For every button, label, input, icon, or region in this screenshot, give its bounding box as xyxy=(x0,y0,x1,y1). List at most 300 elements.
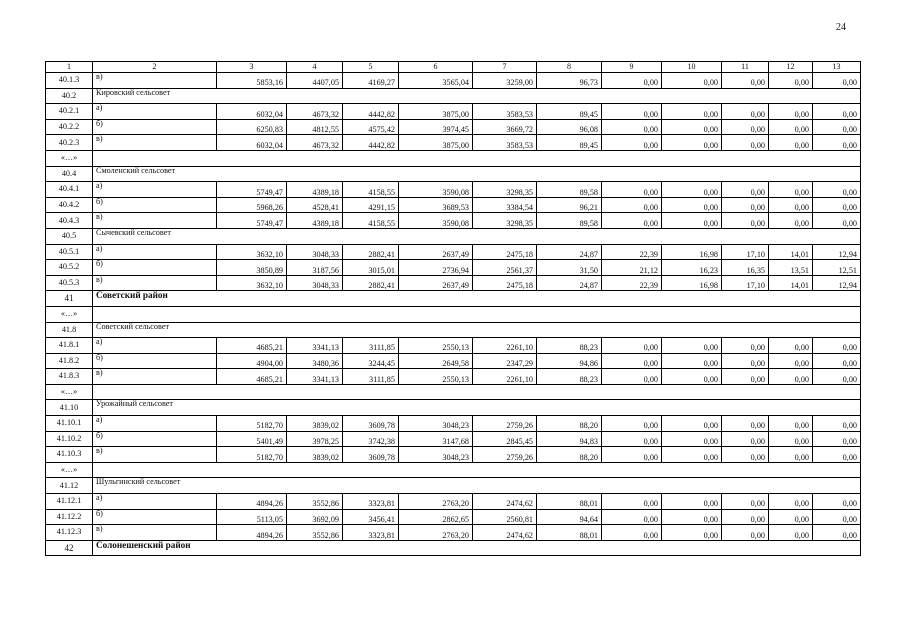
value-cell: 22,39 xyxy=(602,275,662,291)
column-header: 10 xyxy=(662,62,722,73)
value-cell: 4894,26 xyxy=(217,525,287,541)
value-cell: 2561,37 xyxy=(473,260,537,276)
value-cell: 12,94 xyxy=(813,275,861,291)
row-code: 41.12.2 xyxy=(46,509,93,525)
district-row xyxy=(46,291,861,307)
row-label: а) xyxy=(93,182,217,198)
value-cell: 5968,26 xyxy=(217,197,287,213)
row-code: 40.2.3 xyxy=(46,135,93,151)
value-cell: 0,00 xyxy=(602,369,662,385)
value-cell: 0,00 xyxy=(769,431,813,447)
value-cell: 3323,81 xyxy=(343,525,399,541)
value-cell: 4904,00 xyxy=(217,353,287,369)
table-row xyxy=(46,369,861,385)
value-cell: 3609,78 xyxy=(343,416,399,432)
table-row xyxy=(46,353,861,369)
section-name: Урожайный сельсовет xyxy=(93,400,861,416)
value-cell: 3244,45 xyxy=(343,353,399,369)
value-cell: 2475,18 xyxy=(473,244,537,260)
value-cell: 2637,49 xyxy=(399,244,473,260)
table-row xyxy=(46,197,861,213)
row-label: в) xyxy=(93,73,217,89)
section-name: Кировский сельсовет xyxy=(93,88,861,104)
row-label: в) xyxy=(93,275,217,291)
ellipsis-row xyxy=(46,462,861,478)
value-cell: 4528,41 xyxy=(287,197,343,213)
value-cell: 3480,36 xyxy=(287,353,343,369)
value-cell: 0,00 xyxy=(662,104,722,120)
value-cell: 3341,13 xyxy=(287,338,343,354)
value-cell: 2882,41 xyxy=(343,275,399,291)
value-cell: 3187,56 xyxy=(287,260,343,276)
value-cell: 0,00 xyxy=(722,182,769,198)
table-row xyxy=(46,509,861,525)
value-cell: 5749,47 xyxy=(217,182,287,198)
district-name: Солонешенский район xyxy=(93,540,861,556)
row-label: в) xyxy=(93,369,217,385)
value-cell: 0,00 xyxy=(602,431,662,447)
column-header: 4 xyxy=(287,62,343,73)
value-cell: 0,00 xyxy=(722,135,769,151)
value-cell: 3323,81 xyxy=(343,494,399,510)
value-cell: 0,00 xyxy=(722,431,769,447)
row-code: 40.4.3 xyxy=(46,213,93,229)
section-name: Шульгинский сельсовет xyxy=(93,478,861,494)
value-cell: 5182,70 xyxy=(217,447,287,463)
value-cell: 3875,00 xyxy=(399,135,473,151)
row-code: 41.10.2 xyxy=(46,431,93,447)
value-cell: 4291,15 xyxy=(343,197,399,213)
district-row xyxy=(46,540,861,556)
value-cell: 0,00 xyxy=(602,104,662,120)
section-row xyxy=(46,400,861,416)
value-cell: 3111,85 xyxy=(343,338,399,354)
value-cell: 0,00 xyxy=(662,416,722,432)
column-header: 6 xyxy=(399,62,473,73)
value-cell: 3298,35 xyxy=(473,182,537,198)
value-cell: 3048,23 xyxy=(399,416,473,432)
value-cell: 0,00 xyxy=(813,119,861,135)
value-cell: 2736,94 xyxy=(399,260,473,276)
value-cell: 0,00 xyxy=(769,494,813,510)
value-cell: 0,00 xyxy=(662,135,722,151)
value-cell: 0,00 xyxy=(722,197,769,213)
value-cell: 0,00 xyxy=(813,213,861,229)
value-cell: 4169,27 xyxy=(343,73,399,89)
empty-cell xyxy=(93,462,861,478)
value-cell: 0,00 xyxy=(813,494,861,510)
value-cell: 88,23 xyxy=(537,369,602,385)
value-cell: 0,00 xyxy=(813,135,861,151)
row-code: 40.4.1 xyxy=(46,182,93,198)
column-header: 7 xyxy=(473,62,537,73)
value-cell: 3048,23 xyxy=(399,447,473,463)
row-code: 41.10 xyxy=(46,400,93,416)
value-cell: 0,00 xyxy=(602,338,662,354)
column-header: 8 xyxy=(537,62,602,73)
value-cell: 0,00 xyxy=(602,509,662,525)
value-cell: 5853,16 xyxy=(217,73,287,89)
row-code: «…» xyxy=(46,150,93,166)
value-cell: 14,01 xyxy=(769,275,813,291)
section-row xyxy=(46,166,861,182)
row-label: в) xyxy=(93,447,217,463)
value-cell: 0,00 xyxy=(602,73,662,89)
table-row xyxy=(46,416,861,432)
value-cell: 0,00 xyxy=(769,416,813,432)
value-cell: 89,58 xyxy=(537,182,602,198)
value-cell: 4812,55 xyxy=(287,119,343,135)
value-cell: 0,00 xyxy=(662,525,722,541)
value-cell: 12,51 xyxy=(813,260,861,276)
value-cell: 2882,41 xyxy=(343,244,399,260)
row-label: а) xyxy=(93,494,217,510)
empty-cell xyxy=(93,384,861,400)
value-cell: 2763,20 xyxy=(399,494,473,510)
value-cell: 16,23 xyxy=(662,260,722,276)
value-cell: 3850,89 xyxy=(217,260,287,276)
row-code: 41.10.3 xyxy=(46,447,93,463)
table-row xyxy=(46,213,861,229)
column-header: 1 xyxy=(46,62,93,73)
row-label: а) xyxy=(93,244,217,260)
value-cell: 4389,18 xyxy=(287,213,343,229)
district-name: Советский район xyxy=(93,291,861,307)
value-cell: 0,00 xyxy=(769,197,813,213)
value-cell: 5182,70 xyxy=(217,416,287,432)
value-cell: 3565,04 xyxy=(399,73,473,89)
value-cell: 96,73 xyxy=(537,73,602,89)
row-code: «…» xyxy=(46,462,93,478)
value-cell: 0,00 xyxy=(769,353,813,369)
value-cell: 4685,21 xyxy=(217,369,287,385)
table-row xyxy=(46,244,861,260)
value-cell: 0,00 xyxy=(722,104,769,120)
value-cell: 0,00 xyxy=(769,338,813,354)
ellipsis-row xyxy=(46,150,861,166)
value-cell: 0,00 xyxy=(769,73,813,89)
value-cell: 16,98 xyxy=(662,244,722,260)
row-code: 40.5.3 xyxy=(46,275,93,291)
column-header: 11 xyxy=(722,62,769,73)
value-cell: 2759,26 xyxy=(473,416,537,432)
value-cell: 0,00 xyxy=(813,338,861,354)
value-cell: 3839,02 xyxy=(287,416,343,432)
value-cell: 0,00 xyxy=(662,353,722,369)
section-name: Смоленский сельсовет xyxy=(93,166,861,182)
empty-cell xyxy=(93,150,861,166)
row-code: 41 xyxy=(46,291,93,307)
row-code: 41.12.3 xyxy=(46,525,93,541)
value-cell: 3692,09 xyxy=(287,509,343,525)
value-cell: 0,00 xyxy=(722,213,769,229)
value-cell: 24,87 xyxy=(537,275,602,291)
value-cell: 89,58 xyxy=(537,213,602,229)
value-cell: 0,00 xyxy=(602,135,662,151)
value-cell: 4673,32 xyxy=(287,104,343,120)
row-label: б) xyxy=(93,431,217,447)
value-cell: 0,00 xyxy=(722,369,769,385)
value-cell: 0,00 xyxy=(602,353,662,369)
value-cell: 17,10 xyxy=(722,244,769,260)
value-cell: 96,21 xyxy=(537,197,602,213)
value-cell: 5401,49 xyxy=(217,431,287,447)
value-cell: 4158,55 xyxy=(343,182,399,198)
value-cell: 0,00 xyxy=(662,431,722,447)
value-cell: 2261,10 xyxy=(473,369,537,385)
value-cell: 0,00 xyxy=(813,197,861,213)
row-label: а) xyxy=(93,104,217,120)
value-cell: 0,00 xyxy=(662,509,722,525)
value-cell: 0,00 xyxy=(662,338,722,354)
value-cell: 0,00 xyxy=(602,494,662,510)
value-cell: 12,94 xyxy=(813,244,861,260)
table-row xyxy=(46,447,861,463)
table-row xyxy=(46,119,861,135)
value-cell: 0,00 xyxy=(602,213,662,229)
column-header: 3 xyxy=(217,62,287,73)
section-row xyxy=(46,478,861,494)
value-cell: 4389,18 xyxy=(287,182,343,198)
header-row xyxy=(46,62,861,73)
value-cell: 3456,41 xyxy=(343,509,399,525)
value-cell: 17,10 xyxy=(722,275,769,291)
table-header xyxy=(46,62,861,73)
value-cell: 0,00 xyxy=(813,447,861,463)
row-label: а) xyxy=(93,338,217,354)
value-cell: 0,00 xyxy=(602,197,662,213)
value-cell: 2261,10 xyxy=(473,338,537,354)
value-cell: 88,01 xyxy=(537,494,602,510)
value-cell: 0,00 xyxy=(722,353,769,369)
value-cell: 3552,86 xyxy=(287,525,343,541)
value-cell: 4407,05 xyxy=(287,73,343,89)
row-code: 41.10.1 xyxy=(46,416,93,432)
value-cell: 2560,81 xyxy=(473,509,537,525)
value-cell: 2474,62 xyxy=(473,494,537,510)
value-cell: 2637,49 xyxy=(399,275,473,291)
value-cell: 0,00 xyxy=(662,182,722,198)
table-row xyxy=(46,135,861,151)
value-cell: 2759,26 xyxy=(473,447,537,463)
row-code: 40.2.2 xyxy=(46,119,93,135)
value-cell: 88,01 xyxy=(537,525,602,541)
value-cell: 3259,00 xyxy=(473,73,537,89)
value-cell: 16,98 xyxy=(662,275,722,291)
row-code: 40.1.3 xyxy=(46,73,93,89)
row-code: 41.8 xyxy=(46,322,93,338)
column-header: 2 xyxy=(93,62,217,73)
value-cell: 4442,82 xyxy=(343,135,399,151)
row-code: 41.8.3 xyxy=(46,369,93,385)
value-cell: 3583,53 xyxy=(473,104,537,120)
ellipsis-row xyxy=(46,384,861,400)
value-cell: 5113,05 xyxy=(217,509,287,525)
value-cell: 89,45 xyxy=(537,104,602,120)
row-code: 40.2.1 xyxy=(46,104,93,120)
value-cell: 0,00 xyxy=(662,73,722,89)
value-cell: 2862,65 xyxy=(399,509,473,525)
row-code: 41.8.2 xyxy=(46,353,93,369)
value-cell: 0,00 xyxy=(813,509,861,525)
value-cell: 0,00 xyxy=(662,213,722,229)
row-code: «…» xyxy=(46,306,93,322)
value-cell: 3147,68 xyxy=(399,431,473,447)
table-body xyxy=(46,73,861,556)
value-cell: 3609,78 xyxy=(343,447,399,463)
value-cell: 0,00 xyxy=(662,494,722,510)
value-cell: 0,00 xyxy=(813,525,861,541)
value-cell: 3552,86 xyxy=(287,494,343,510)
value-cell: 2347,29 xyxy=(473,353,537,369)
row-label: б) xyxy=(93,353,217,369)
value-cell: 0,00 xyxy=(769,119,813,135)
column-header: 9 xyxy=(602,62,662,73)
table-row xyxy=(46,73,861,89)
table-row xyxy=(46,104,861,120)
section-row xyxy=(46,88,861,104)
value-cell: 3111,85 xyxy=(343,369,399,385)
value-cell: 94,64 xyxy=(537,509,602,525)
value-cell: 0,00 xyxy=(813,104,861,120)
value-cell: 0,00 xyxy=(769,447,813,463)
row-code: 40.4 xyxy=(46,166,93,182)
row-code: 41.12 xyxy=(46,478,93,494)
row-code: 40.5.1 xyxy=(46,244,93,260)
section-name: Советский сельсовет xyxy=(93,322,861,338)
value-cell: 0,00 xyxy=(769,135,813,151)
value-cell: 4158,55 xyxy=(343,213,399,229)
section-row xyxy=(46,228,861,244)
value-cell: 3974,45 xyxy=(399,119,473,135)
value-cell: 4894,26 xyxy=(217,494,287,510)
row-label: б) xyxy=(93,197,217,213)
table-row xyxy=(46,338,861,354)
row-code: 41.12.1 xyxy=(46,494,93,510)
value-cell: 4442,82 xyxy=(343,104,399,120)
value-cell: 0,00 xyxy=(769,509,813,525)
table-row xyxy=(46,494,861,510)
table-row xyxy=(46,431,861,447)
value-cell: 0,00 xyxy=(813,353,861,369)
value-cell: 0,00 xyxy=(722,494,769,510)
row-code: 42 xyxy=(46,540,93,556)
value-cell: 3384,54 xyxy=(473,197,537,213)
row-label: в) xyxy=(93,213,217,229)
value-cell: 3583,53 xyxy=(473,135,537,151)
value-cell: 3048,33 xyxy=(287,244,343,260)
value-cell: 24,87 xyxy=(537,244,602,260)
value-cell: 0,00 xyxy=(769,213,813,229)
value-cell: 0,00 xyxy=(769,182,813,198)
value-cell: 0,00 xyxy=(662,369,722,385)
row-label: а) xyxy=(93,416,217,432)
value-cell: 0,00 xyxy=(813,369,861,385)
value-cell: 3015,01 xyxy=(343,260,399,276)
value-cell: 89,45 xyxy=(537,135,602,151)
value-cell: 0,00 xyxy=(602,447,662,463)
value-cell: 14,01 xyxy=(769,244,813,260)
value-cell: 3590,08 xyxy=(399,182,473,198)
value-cell: 0,00 xyxy=(662,119,722,135)
value-cell: 0,00 xyxy=(722,73,769,89)
value-cell: 3632,10 xyxy=(217,244,287,260)
page-number: 24 xyxy=(836,22,846,33)
row-code: 41.8.1 xyxy=(46,338,93,354)
row-code: 40.5.2 xyxy=(46,260,93,276)
value-cell: 0,00 xyxy=(662,447,722,463)
row-label: б) xyxy=(93,119,217,135)
value-cell: 4685,21 xyxy=(217,338,287,354)
value-cell: 0,00 xyxy=(602,416,662,432)
value-cell: 3978,25 xyxy=(287,431,343,447)
column-header: 12 xyxy=(769,62,813,73)
value-cell: 0,00 xyxy=(602,525,662,541)
value-cell: 0,00 xyxy=(813,182,861,198)
value-cell: 94,86 xyxy=(537,353,602,369)
value-cell: 0,00 xyxy=(602,182,662,198)
value-cell: 3839,02 xyxy=(287,447,343,463)
row-label: в) xyxy=(93,525,217,541)
value-cell: 2475,18 xyxy=(473,275,537,291)
row-code: «…» xyxy=(46,384,93,400)
value-cell: 13,51 xyxy=(769,260,813,276)
value-cell: 4673,32 xyxy=(287,135,343,151)
value-cell: 3689,53 xyxy=(399,197,473,213)
row-code: 40.2 xyxy=(46,88,93,104)
value-cell: 6250,83 xyxy=(217,119,287,135)
value-cell: 3590,08 xyxy=(399,213,473,229)
value-cell: 3048,33 xyxy=(287,275,343,291)
value-cell: 0,00 xyxy=(813,416,861,432)
value-cell: 22,39 xyxy=(602,244,662,260)
value-cell: 2763,20 xyxy=(399,525,473,541)
row-label: б) xyxy=(93,509,217,525)
value-cell: 2474,62 xyxy=(473,525,537,541)
value-cell: 6032,04 xyxy=(217,104,287,120)
value-cell: 31,50 xyxy=(537,260,602,276)
value-cell: 21,12 xyxy=(602,260,662,276)
value-cell: 0,00 xyxy=(769,525,813,541)
value-cell: 0,00 xyxy=(769,104,813,120)
value-cell: 5749,47 xyxy=(217,213,287,229)
value-cell: 88,23 xyxy=(537,338,602,354)
tariff-table xyxy=(45,61,861,556)
table-row xyxy=(46,260,861,276)
table-row xyxy=(46,525,861,541)
value-cell: 0,00 xyxy=(602,119,662,135)
value-cell: 0,00 xyxy=(662,197,722,213)
empty-cell xyxy=(93,306,861,322)
column-header: 5 xyxy=(343,62,399,73)
value-cell: 2845,45 xyxy=(473,431,537,447)
section-name: Сычевский сельсовет xyxy=(93,228,861,244)
ellipsis-row xyxy=(46,306,861,322)
table-row xyxy=(46,182,861,198)
value-cell: 88,20 xyxy=(537,447,602,463)
value-cell: 3669,72 xyxy=(473,119,537,135)
table-row xyxy=(46,275,861,291)
value-cell: 3742,38 xyxy=(343,431,399,447)
column-header: 13 xyxy=(813,62,861,73)
value-cell: 0,00 xyxy=(722,119,769,135)
value-cell: 0,00 xyxy=(722,338,769,354)
value-cell: 3875,00 xyxy=(399,104,473,120)
value-cell: 0,00 xyxy=(722,447,769,463)
value-cell: 16,35 xyxy=(722,260,769,276)
value-cell: 0,00 xyxy=(813,73,861,89)
value-cell: 94,83 xyxy=(537,431,602,447)
